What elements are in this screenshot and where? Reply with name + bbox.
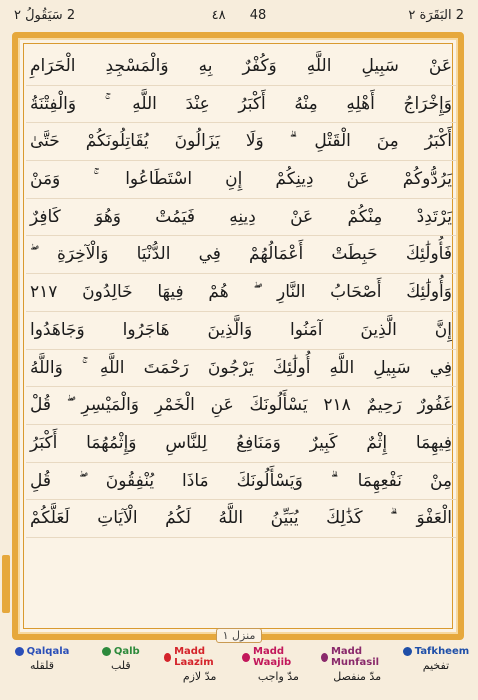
legend-label: Qalb xyxy=(113,646,140,657)
legend-item-madd-munfasil xyxy=(321,646,393,700)
verse-line-9: فِي سَبِيلِ اللَّهِ أُولَٰئِكَ يَرْجُونَ رَحْمَتَ اللَّهِ ۚ وَاللَّهُ xyxy=(26,350,456,388)
verse-line-13: الْعَفْوَ ۗ كَذَٰلِكَ يُبَيِّنُ اللَّهُ لَكُمُ الْآيَاتِ لَعَلَّكُمْ xyxy=(26,500,456,538)
legend-item-madd-laazim xyxy=(164,646,236,700)
verse-line-1: عَنْ سَبِيلِ اللَّهِ وَكُفْرٌ بِهِ وَالْمَسْجِدِ الْحَرَامِ xyxy=(26,48,456,86)
legend-arabic: قلقله xyxy=(29,659,54,672)
page-header xyxy=(8,4,470,30)
verse-line-4: يَرُدُّوكُمْ عَنْ دِينِكُمْ إِنِ اسْتَطَاعُوا ۚ وَمَنْ xyxy=(26,161,456,199)
legend-arabic: قلب xyxy=(110,659,131,672)
verse-line-11: فِيهِمَا إِثْمٌ كَبِيرٌ وَمَنَافِعُ لِلنَّاسِ وَإِثْمُهُمَا أَكْبَرُ xyxy=(26,425,456,463)
legend-label: Qalqala xyxy=(26,646,70,657)
verse-line-10: غَفُورٌ رَحِيمٌ ٢١٨ يَسْأَلُونَكَ عَنِ الْخَمْرِ وَالْمَيْسِرِ ۖ قُلْ xyxy=(26,387,456,425)
legend-label: Tafkheem xyxy=(414,646,470,657)
verse-line-7: وَأُولَٰئِكَ أَصْحَابُ النَّارِ ۖ هُمْ فِيهَا خَالِدُونَ ٢١٧ xyxy=(26,274,456,312)
legend-dot-icon xyxy=(102,647,111,656)
page-number-group xyxy=(8,8,470,23)
legend-dot-icon xyxy=(15,647,24,656)
legend-arabic: مدّ منفصل xyxy=(333,670,382,683)
legend-label: Madd Munfasil xyxy=(330,646,380,668)
verse-line-8: إِنَّ الَّذِينَ آمَنُوا وَالَّذِينَ هَاجَرُوا وَجَاهَدُوا xyxy=(26,312,456,350)
legend-arabic: مدّ واجب xyxy=(257,670,299,683)
legend-dot-icon xyxy=(242,653,250,662)
manzil-marker xyxy=(0,628,478,643)
manzil-label: منزل ١ xyxy=(216,628,263,643)
verse-line-12: مِنْ نَفْعِهِمَا ۗ وَيَسْأَلُونَكَ مَاذَا يُنْفِقُونَ ۖ قُلِ xyxy=(26,463,456,501)
verse-line-5: يَرْتَدِدْ مِنْكُمْ عَنْ دِينِهِ فَيَمُتْ وَهُوَ كَافِرٌ xyxy=(26,199,456,237)
legend-label: Madd Waajib xyxy=(253,646,292,668)
legend-dot-icon xyxy=(321,653,328,662)
surah-label: 2 البَقَرَة ٢ xyxy=(408,8,464,23)
legend-arabic: تفخیم xyxy=(422,659,450,672)
legend-item-tafkheem xyxy=(400,646,472,700)
legend-arabic: مدّ لازم xyxy=(182,670,217,683)
side-tab-marker xyxy=(2,555,10,613)
verse-line-2: وَإِخْرَاجُ أَهْلِهِ مِنْهُ أَكْبَرُ عِنْدَ اللَّهِ ۚ وَالْفِتْنَةُ xyxy=(26,86,456,124)
verse-line-6: فَأُولَٰئِكَ حَبِطَتْ أَعْمَالُهُمْ فِي الدُّنْيَا وَالْآخِرَةِ ۖ xyxy=(26,236,456,274)
legend-label: Madd Laazim xyxy=(174,646,214,668)
legend-item-qalb xyxy=(85,646,157,700)
page-number-arabic: ٤٨ xyxy=(211,8,226,23)
verse-lines xyxy=(26,48,456,538)
legend-dot-icon xyxy=(164,653,171,662)
juz-label: 2 سَيَقُولُ ٢ xyxy=(14,8,76,23)
legend-item-qalqala xyxy=(6,646,78,700)
legend-dot-icon xyxy=(403,647,412,656)
legend-item-madd-waajib xyxy=(242,646,314,700)
page-number: 48 xyxy=(249,8,267,23)
verse-line-3: أَكْبَرُ مِنَ الْقَتْلِ ۗ وَلَا يَزَالُونَ يُقَاتِلُونَكُمْ حَتَّىٰ xyxy=(26,123,456,161)
tajweed-legend xyxy=(0,646,478,700)
